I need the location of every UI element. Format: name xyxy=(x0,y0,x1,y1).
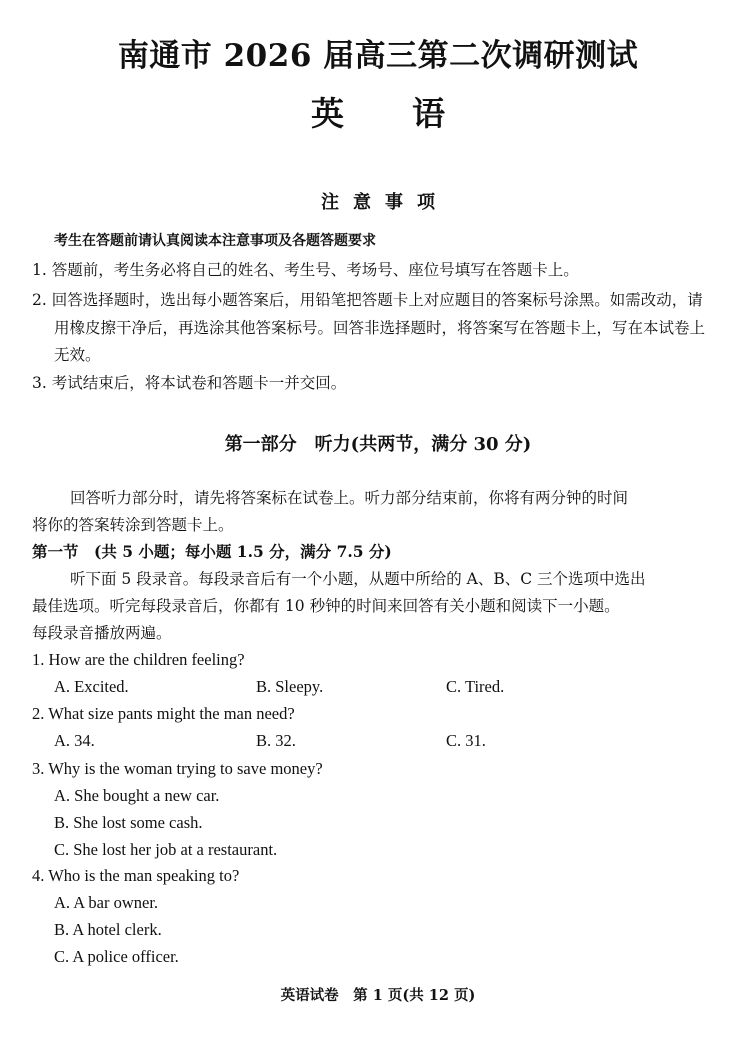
notice-heading xyxy=(0,188,756,214)
q2-option-b: B. 32. xyxy=(256,731,296,750)
question-3: 3. Why is the woman trying to save money? xyxy=(32,759,323,778)
q4-option-b: B. A hotel clerk. xyxy=(54,920,162,939)
question-2: 2. What size pants might the man need? xyxy=(32,704,295,723)
section1-instr-line2: 最佳选项。听完每段录音后，你都有 10 秒钟的时间来回答有关小题和阅读下一小题。 xyxy=(32,597,620,615)
q2-option-c: C. 31. xyxy=(446,731,486,750)
q3-option-c: C. She lost her job at a restaurant. xyxy=(54,840,278,859)
part1-title: 第一部分 听力(共两节，满分 30 分) xyxy=(224,434,532,455)
notice-heading-char: 项 xyxy=(417,192,435,213)
notice-item-2-line2: 用橡皮擦干净后，再选涂其他答案标号。回答非选择题时，将答案写在答题卡上，写在本试卷上 xyxy=(54,319,706,337)
section1-instr-line3: 每段录音播放两遍。 xyxy=(32,624,172,642)
notice-heading-char: 注 xyxy=(321,192,339,213)
q1-option-c: C. Tired. xyxy=(446,677,505,696)
q2-option-a: A. 34. xyxy=(54,731,95,750)
q4-option-a: A. A bar owner. xyxy=(54,893,159,912)
q3-option-a: A. She bought a new car. xyxy=(54,786,220,805)
section1-heading: 第一节 (共 5 小题；每小题 1.5 分，满分 7.5 分) xyxy=(32,542,392,561)
notice-intro: 考生在答题前请认真阅读本注意事项及各题答题要求 xyxy=(54,233,376,249)
page-footer: 英语试卷 第 1 页(共 12 页) xyxy=(280,987,476,1004)
section1-instr-line1: 听下面 5 段录音。每段录音后有一个小题，从题中所给的 A、B、C 三个选项中选出 xyxy=(70,570,646,588)
subject-title xyxy=(0,88,756,135)
notice-heading-char: 事 xyxy=(385,192,403,213)
notice-item-2-line1: 2. 回答选择题时，选出每小题答案后，用铅笔把答题卡上对应题目的答案标号涂黑。如需改动，请 xyxy=(32,291,703,309)
subject-char-2: 语 xyxy=(412,94,445,133)
question-4: 4. Who is the man speaking to? xyxy=(32,866,240,885)
exam-title: 南通市 2026 届高三第二次调研测试 xyxy=(117,38,639,74)
notice-heading-char: 意 xyxy=(353,192,371,213)
part1-intro-line2: 将你的答案转涂到答题卡上。 xyxy=(32,516,234,534)
notice-item-3: 3. 考试结束后，将本试卷和答题卡一并交回。 xyxy=(32,374,347,392)
notice-item-1: 1. 答题前，考生务必将自己的姓名、考生号、考场号、座位号填写在答题卡上。 xyxy=(32,261,579,279)
q4-option-c: C. A police officer. xyxy=(54,947,179,966)
q3-option-b: B. She lost some cash. xyxy=(54,813,203,832)
part1-intro-line1: 回答听力部分时，请先将答案标在试卷上。听力部分结束前，你将有两分钟的时间 xyxy=(70,489,629,507)
q1-option-a: A. Excited. xyxy=(54,677,129,696)
notice-item-2-line3: 无效。 xyxy=(54,346,101,364)
q1-option-b: B. Sleepy. xyxy=(256,677,324,696)
question-1: 1. How are the children feeling? xyxy=(32,650,245,669)
subject-char-1: 英 xyxy=(311,94,344,133)
